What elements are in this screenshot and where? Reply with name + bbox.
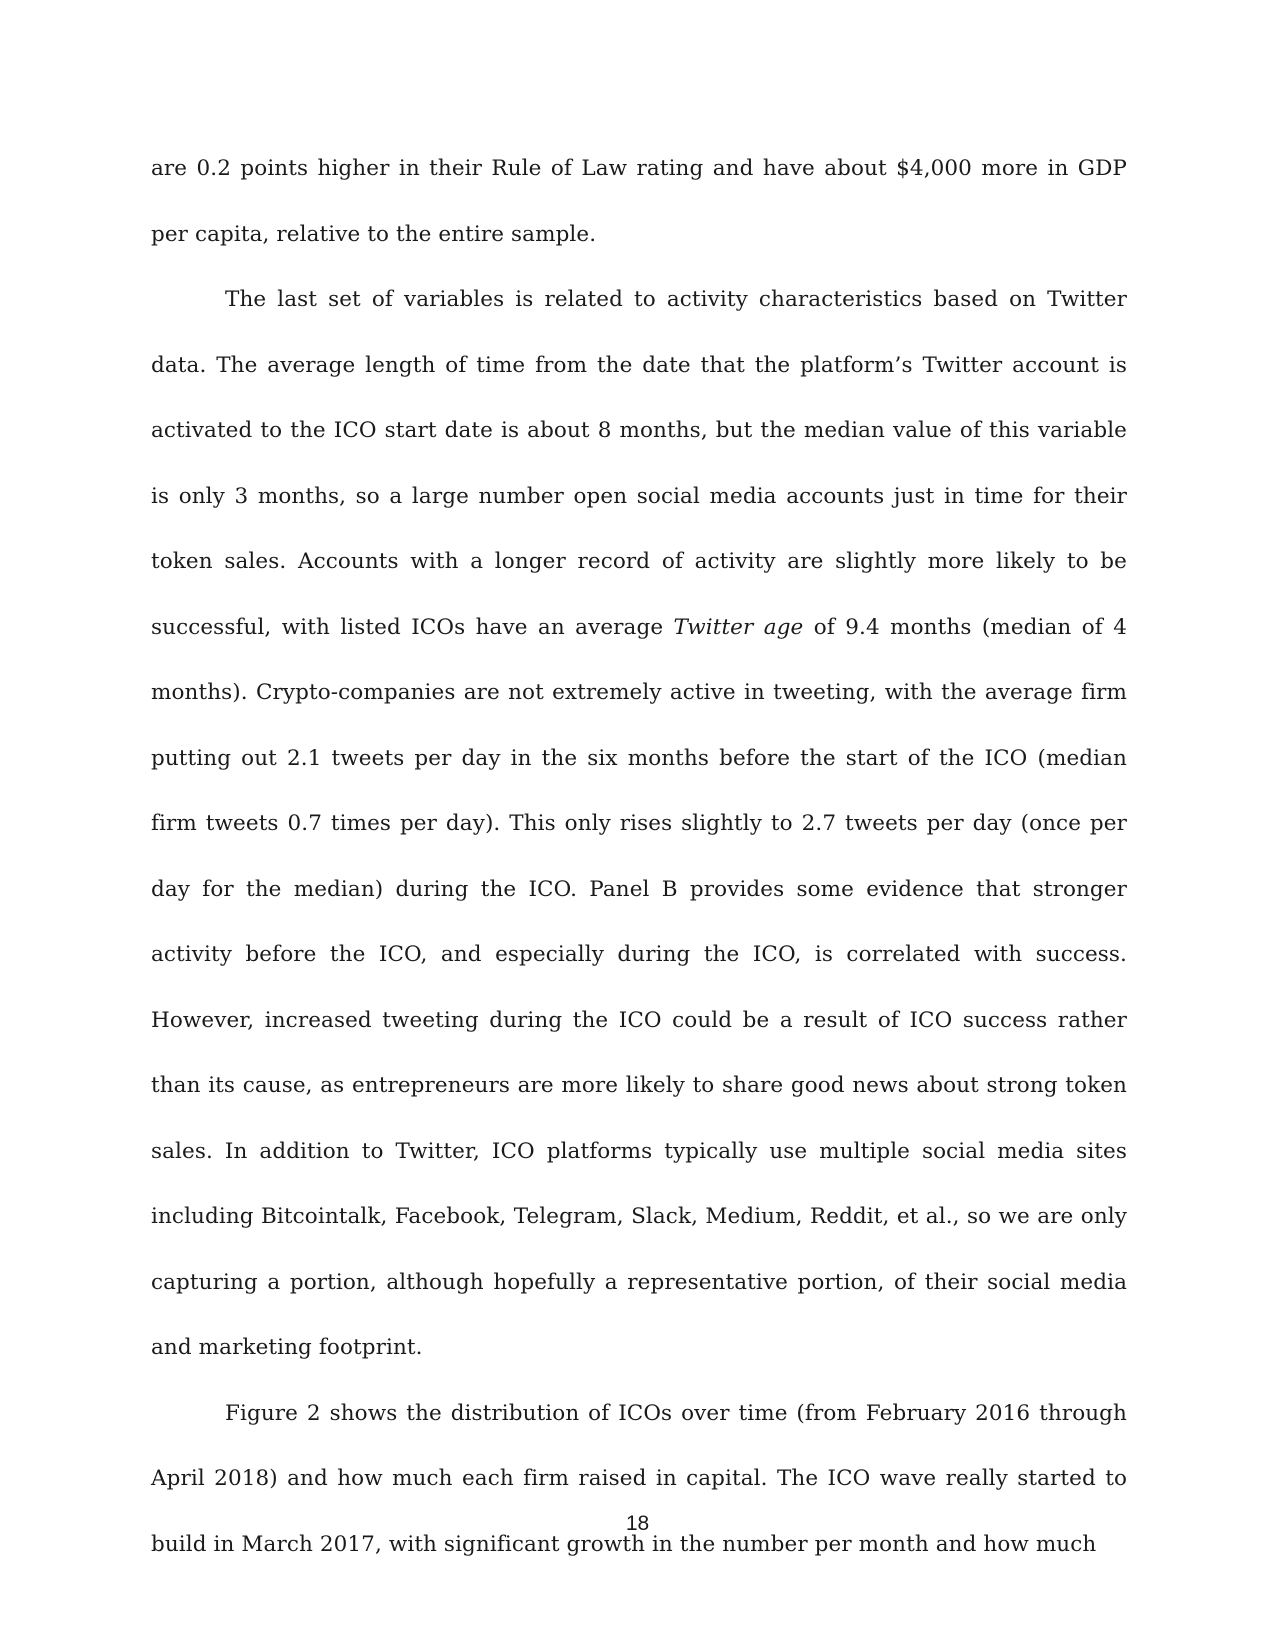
paragraph-3 — [151, 1381, 1127, 1578]
paragraph-segment: The last set of variables is related to activity characteristics based on Twitter data. The average length of time from the date that the platform’s Twitter account is activated to the ICO start date is about 8 months, but the median value of this variable is only 3 months, so a large number open social media accounts just in time for their token sales. Accounts with a longer record of activity are slightly more likely to be successful, with listed ICOs have an average — [151, 287, 1127, 640]
paragraph-1 — [151, 136, 1127, 267]
italic-term: Twitter age — [673, 614, 804, 640]
body-text — [151, 136, 1127, 1577]
paragraph-segment: Figure 2 shows the distribution of ICOs over time (from February 2016 through April 2018) and how much each firm raised in capital. The ICO wave really started to build in March 2017, with significant growth in the number per month and how much — [151, 1400, 1127, 1557]
paragraph-segment: of 9.4 months (median of 4 months). Crypto-companies are not extremely active in tweeting, with the average firm putting out 2.1 tweets per day in the six months before the start of the ICO (median firm tweets 0.7 times per day). This only rises slightly to 2.7 tweets per day (once per day for the median) during the ICO. Panel B provides some evidence that stronger activity before the ICO, and especially during the ICO, is correlated with success. However, increased tweeting during the ICO could be a result of ICO success rather than its cause, as entrepreneurs are more likely to share good news about strong token sales. In addition to Twitter, ICO platforms typically use multiple social media sites including Bitcointalk, Facebook, Telegram, Slack, Medium, Reddit, et al., so we are only capturing a portion, although hopefully a representative portion, of their social media and marketing footprint. — [151, 614, 1128, 1360]
paragraph-2 — [151, 267, 1127, 1381]
paragraph-segment: are 0.2 points higher in their Rule of Law rating and have about $4,000 more in GDP per capita, relative to the entire sample. — [151, 156, 1127, 247]
page-number: 18 — [625, 1512, 650, 1535]
